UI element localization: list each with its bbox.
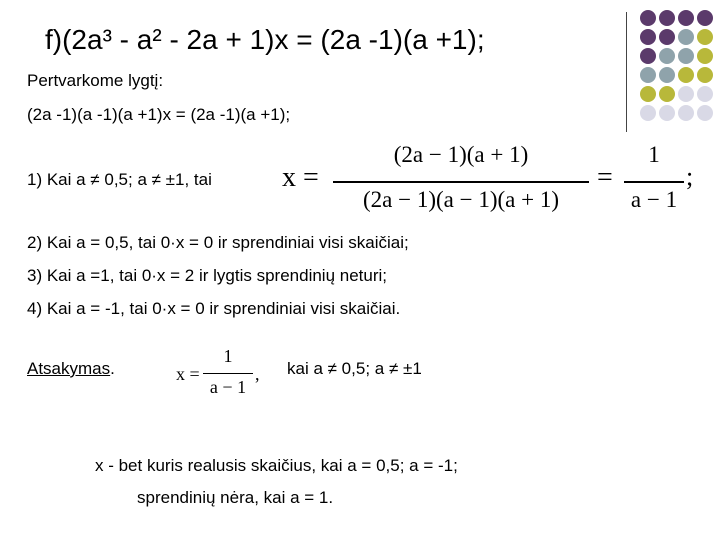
decor-dot xyxy=(678,105,694,121)
case-1-denominator: (2a − 1)(a − 1)(a + 1) xyxy=(363,187,559,212)
decor-dot xyxy=(678,86,694,102)
case-3-text: 3) Kai a =1, tai 0·x = 2 ir lygtis sprendinių neturi; xyxy=(27,266,388,285)
decor-dot xyxy=(697,105,713,121)
case-1-result-bar xyxy=(624,181,684,183)
decor-dot xyxy=(697,29,713,45)
decor-dot xyxy=(697,86,713,102)
decor-dot xyxy=(640,105,656,121)
case-2-text: 2) Kai a = 0,5, tai 0·x = 0 ir sprendiniai visi skaičiai; xyxy=(27,233,409,252)
decor-dot xyxy=(640,86,656,102)
case-4-text: 4) Kai a = -1, tai 0·x = 0 ir sprendiniai visi skaičiai. xyxy=(27,299,401,318)
answer-line-2: x - bet kuris realusis skaičius, kai a = 0,5; a = -1; xyxy=(95,456,458,475)
answer-condition: kai a ≠ 0,5; a ≠ ±1 xyxy=(287,359,422,378)
answer-numerator: 1 xyxy=(223,346,233,366)
divider-line xyxy=(626,12,627,132)
decor-dot xyxy=(640,48,656,64)
decor-dot xyxy=(640,29,656,45)
answer-fraction-bar xyxy=(203,373,253,374)
decor-dot xyxy=(678,29,694,45)
decor-dot xyxy=(659,86,675,102)
case-1-lhs: x = xyxy=(282,162,319,193)
case-1-semicolon: ; xyxy=(686,162,694,191)
decor-dot xyxy=(659,29,675,45)
decor-dot xyxy=(640,67,656,83)
answer-heading xyxy=(27,359,115,379)
case-1-result-denominator: a − 1 xyxy=(630,187,678,212)
answer-dot: . xyxy=(110,359,115,378)
slide-title: f)(2a³ - a² - 2a + 1)x = (2a -1)(a +1); xyxy=(45,24,485,55)
decor-dot xyxy=(697,10,713,26)
decor-dot xyxy=(678,67,694,83)
decor-dot xyxy=(678,48,694,64)
decor-dot xyxy=(659,105,675,121)
answer-comma: , xyxy=(255,364,260,384)
decor-dot xyxy=(659,67,675,83)
case-1-fraction-bar xyxy=(333,181,589,183)
decor-dot xyxy=(697,48,713,64)
rewritten-equation: (2a -1)(a -1)(a +1)x = (2a -1)(a +1); xyxy=(27,105,291,124)
intro-text: Pertvarkome lygtį: xyxy=(27,71,164,90)
decor-dot xyxy=(659,10,675,26)
decor-dot xyxy=(659,48,675,64)
case-1-result-numerator: 1 xyxy=(648,142,660,167)
decor-dot xyxy=(640,10,656,26)
decor-dot xyxy=(697,67,713,83)
decorative-dot-grid xyxy=(640,10,720,122)
answer-denominator: a − 1 xyxy=(209,377,247,397)
decor-dot xyxy=(678,10,694,26)
answer-label: Atsakymas xyxy=(27,359,111,378)
case-1-numerator: (2a − 1)(a + 1) xyxy=(393,142,529,167)
answer-line-3: sprendinių nėra, kai a = 1. xyxy=(137,488,334,507)
case-1-equals: = xyxy=(597,162,613,193)
answer-lhs: x = xyxy=(176,364,200,384)
case-1-label: 1) Kai a ≠ 0,5; a ≠ ±1, tai xyxy=(27,170,212,189)
